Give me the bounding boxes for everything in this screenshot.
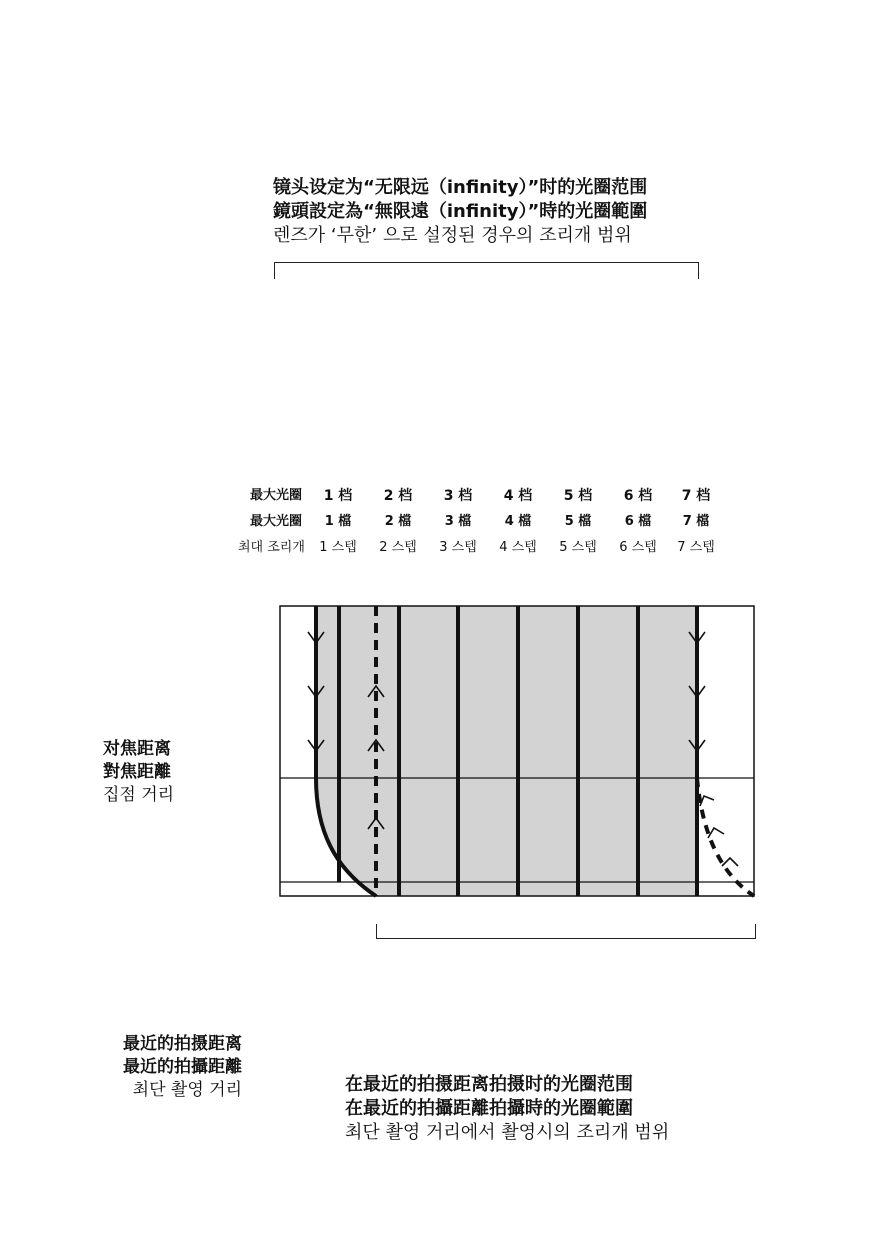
step-2-zh-tw: 2 檔 bbox=[384, 514, 412, 529]
step-5-ko: 5 스텝 bbox=[559, 540, 597, 555]
closest-distance-label bbox=[123, 1033, 242, 1102]
step-6-zh-cn: 6 档 bbox=[623, 488, 653, 504]
infinity-caption-zh-cn: 镜头设定为“无限远（infinity）”时的光圈范围 bbox=[273, 177, 648, 198]
min-aperture-dashed-curve bbox=[697, 778, 754, 896]
infinity-caption-ko: 렌즈가 ‘무한’ 으로 설정된 경우의 조리개 범위 bbox=[273, 225, 632, 246]
closest-caption-ko: 최단 촬영 거리에서 촬영시의 조리개 범위 bbox=[345, 1122, 670, 1143]
closest-range-caption bbox=[345, 1073, 669, 1145]
step-3-ko: 3 스텝 bbox=[439, 540, 477, 555]
focus-distance-label bbox=[103, 738, 174, 807]
max-aperture-label-zh-cn: 最大光圈 bbox=[249, 488, 302, 503]
focus-distance-zh-tw: 對焦距離 bbox=[103, 762, 171, 782]
focus-distance-ko: 집점 거리 bbox=[103, 785, 175, 805]
max-aperture-label-ko: 최대 조리개 bbox=[238, 540, 305, 555]
step-4-zh-cn: 4 档 bbox=[503, 488, 533, 504]
closest-distance-zh-tw: 最近的拍攝距離 bbox=[123, 1057, 242, 1077]
closest-distance-ko: 최단 촬영 거리 bbox=[132, 1080, 242, 1100]
infinity-caption-zh-tw: 鏡頭設定為“無限遠（infinity）”時的光圈範圍 bbox=[273, 201, 648, 222]
closest-caption-zh-cn: 在最近的拍摄距离拍摄时的光圈范围 bbox=[345, 1074, 633, 1095]
max-aperture-label-zh-tw: 最大光圈 bbox=[249, 514, 302, 529]
step-1-zh-cn: 1 档 bbox=[323, 488, 353, 504]
step-7-zh-cn: 7 档 bbox=[681, 488, 711, 504]
step-3-zh-tw: 3 檔 bbox=[444, 514, 472, 529]
focus-distance-zh-cn: 对焦距离 bbox=[103, 739, 171, 759]
closest-caption-zh-tw: 在最近的拍攝距離拍攝時的光圈範圍 bbox=[345, 1098, 633, 1119]
closest-distance-zh-cn: 最近的拍摄距离 bbox=[123, 1034, 242, 1054]
step-5-zh-cn: 5 档 bbox=[563, 488, 593, 504]
step-1-ko: 1 스텝 bbox=[319, 540, 357, 555]
step-1-zh-tw: 1 檔 bbox=[324, 514, 352, 529]
closest-range-bracket bbox=[376, 924, 756, 939]
step-6-ko: 6 스텝 bbox=[619, 540, 657, 555]
step-4-zh-tw: 4 檔 bbox=[504, 514, 532, 529]
step-4-ko: 4 스텝 bbox=[499, 540, 537, 555]
step-3-zh-cn: 3 档 bbox=[443, 488, 473, 504]
step-5-zh-tw: 5 檔 bbox=[564, 514, 592, 529]
step-2-zh-cn: 2 档 bbox=[383, 488, 413, 504]
step-7-zh-tw: 7 檔 bbox=[682, 514, 710, 529]
step-6-zh-tw: 6 檔 bbox=[624, 514, 652, 529]
step-2-ko: 2 스텝 bbox=[379, 540, 417, 555]
step-7-ko: 7 스텝 bbox=[677, 540, 715, 555]
